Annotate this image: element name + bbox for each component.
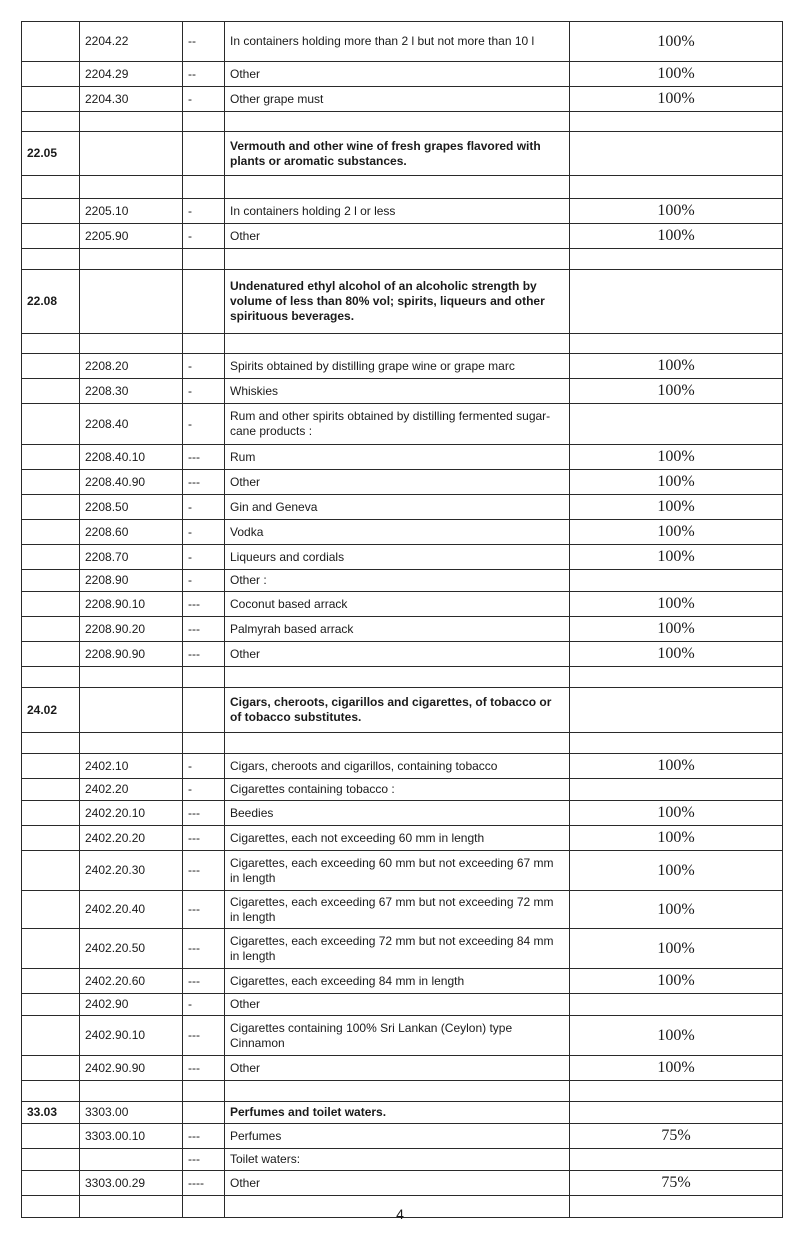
code-cell: 2402.90 bbox=[80, 994, 183, 1016]
rate-cell bbox=[570, 733, 783, 754]
heading-row bbox=[22, 270, 783, 334]
code-cell bbox=[80, 688, 183, 733]
table-row bbox=[22, 379, 783, 404]
heading-cell: 22.05 bbox=[22, 132, 80, 176]
table-row bbox=[22, 62, 783, 87]
description-cell bbox=[225, 112, 570, 132]
dash-cell bbox=[183, 334, 225, 354]
rate-cell: 100% bbox=[570, 891, 783, 929]
code-cell: 2204.29 bbox=[80, 62, 183, 87]
rate-cell: 100% bbox=[570, 801, 783, 826]
table-row bbox=[22, 994, 783, 1016]
description-cell: Vermouth and other wine of fresh grapes flavored with plants or aromatic substances. bbox=[225, 132, 570, 176]
code-cell bbox=[80, 132, 183, 176]
heading-cell bbox=[22, 826, 80, 851]
dash-cell: - bbox=[183, 224, 225, 249]
heading-cell bbox=[22, 592, 80, 617]
dash-cell: -- bbox=[183, 62, 225, 87]
description-cell: Cigarettes, each exceeding 67 mm but not exceeding 72 mm in length bbox=[225, 891, 570, 929]
code-cell bbox=[80, 176, 183, 199]
dash-cell: --- bbox=[183, 826, 225, 851]
code-cell: 2208.40.90 bbox=[80, 470, 183, 495]
rate-cell: 100% bbox=[570, 826, 783, 851]
description-cell: Cigarettes containing tobacco : bbox=[225, 779, 570, 801]
dash-cell bbox=[183, 249, 225, 270]
code-cell: 2208.70 bbox=[80, 545, 183, 570]
dash-cell bbox=[183, 733, 225, 754]
table-row bbox=[22, 779, 783, 801]
description-cell bbox=[225, 176, 570, 199]
table-row bbox=[22, 545, 783, 570]
code-cell: 2402.20.20 bbox=[80, 826, 183, 851]
table-row bbox=[22, 1124, 783, 1149]
tariff-body bbox=[22, 22, 783, 1218]
description-cell: Toilet waters: bbox=[225, 1149, 570, 1171]
rate-cell bbox=[570, 667, 783, 688]
dash-cell: --- bbox=[183, 929, 225, 969]
description-cell: Other bbox=[225, 994, 570, 1016]
dash-cell: - bbox=[183, 520, 225, 545]
rate-cell: 100% bbox=[570, 224, 783, 249]
heading-cell bbox=[22, 891, 80, 929]
rate-cell: 100% bbox=[570, 642, 783, 667]
table-row bbox=[22, 520, 783, 545]
table-row bbox=[22, 1056, 783, 1081]
rate-cell bbox=[570, 132, 783, 176]
description-cell: Other bbox=[225, 1171, 570, 1196]
rate-cell bbox=[570, 1149, 783, 1171]
dash-cell: - bbox=[183, 404, 225, 445]
dash-cell: --- bbox=[183, 969, 225, 994]
dash-cell bbox=[183, 132, 225, 176]
code-cell: 2208.90.90 bbox=[80, 642, 183, 667]
dash-cell: --- bbox=[183, 445, 225, 470]
spacer-row bbox=[22, 667, 783, 688]
spacer-row bbox=[22, 1081, 783, 1102]
description-cell: Whiskies bbox=[225, 379, 570, 404]
dash-cell: - bbox=[183, 754, 225, 779]
description-cell: Vodka bbox=[225, 520, 570, 545]
heading-cell bbox=[22, 1124, 80, 1149]
code-cell: 2402.10 bbox=[80, 754, 183, 779]
description-cell: Other bbox=[225, 224, 570, 249]
dash-cell: --- bbox=[183, 851, 225, 891]
rate-cell bbox=[570, 270, 783, 334]
description-cell: Palmyrah based arrack bbox=[225, 617, 570, 642]
code-cell: 2204.30 bbox=[80, 87, 183, 112]
description-cell: Cigars, cheroots, cigarillos and cigarettes, of tobacco or of tobacco substitutes. bbox=[225, 688, 570, 733]
heading-row bbox=[22, 688, 783, 733]
rate-cell: 100% bbox=[570, 354, 783, 379]
description-cell: Coconut based arrack bbox=[225, 592, 570, 617]
table-row bbox=[22, 470, 783, 495]
description-cell: Other bbox=[225, 62, 570, 87]
code-cell bbox=[80, 270, 183, 334]
description-cell: Other bbox=[225, 642, 570, 667]
heading-cell bbox=[22, 112, 80, 132]
dash-cell: --- bbox=[183, 1056, 225, 1081]
heading-cell bbox=[22, 754, 80, 779]
table-row bbox=[22, 891, 783, 929]
dash-cell: --- bbox=[183, 801, 225, 826]
rate-cell: 100% bbox=[570, 1056, 783, 1081]
table-row bbox=[22, 1149, 783, 1171]
heading-cell bbox=[22, 851, 80, 891]
description-cell: Gin and Geneva bbox=[225, 495, 570, 520]
rate-cell: 100% bbox=[570, 617, 783, 642]
rate-cell bbox=[570, 1081, 783, 1102]
code-cell: 3303.00.29 bbox=[80, 1171, 183, 1196]
code-cell: 2208.60 bbox=[80, 520, 183, 545]
dash-cell bbox=[183, 667, 225, 688]
description-cell: Perfumes bbox=[225, 1124, 570, 1149]
code-cell: 2208.90.20 bbox=[80, 617, 183, 642]
rate-cell: 100% bbox=[570, 62, 783, 87]
code-cell: 2402.20.50 bbox=[80, 929, 183, 969]
code-cell bbox=[80, 1081, 183, 1102]
dash-cell: --- bbox=[183, 592, 225, 617]
heading-cell bbox=[22, 87, 80, 112]
description-cell: Liqueurs and cordials bbox=[225, 545, 570, 570]
table-row bbox=[22, 826, 783, 851]
spacer-row bbox=[22, 733, 783, 754]
dash-cell: --- bbox=[183, 642, 225, 667]
heading-cell bbox=[22, 801, 80, 826]
code-cell: 2205.90 bbox=[80, 224, 183, 249]
spacer-row bbox=[22, 176, 783, 199]
table-row bbox=[22, 617, 783, 642]
table-row bbox=[22, 354, 783, 379]
rate-cell: 100% bbox=[570, 754, 783, 779]
dash-cell bbox=[183, 688, 225, 733]
rate-cell bbox=[570, 1102, 783, 1124]
description-cell bbox=[225, 667, 570, 688]
heading-cell: 24.02 bbox=[22, 688, 80, 733]
dash-cell: - bbox=[183, 199, 225, 224]
code-cell: 2402.90.10 bbox=[80, 1016, 183, 1056]
rate-cell: 100% bbox=[570, 969, 783, 994]
table-row bbox=[22, 445, 783, 470]
heading-cell bbox=[22, 994, 80, 1016]
rate-cell: 100% bbox=[570, 495, 783, 520]
code-cell bbox=[80, 667, 183, 688]
rate-cell bbox=[570, 176, 783, 199]
rate-cell: 100% bbox=[570, 520, 783, 545]
code-cell: 2208.90 bbox=[80, 570, 183, 592]
rate-cell bbox=[570, 994, 783, 1016]
description-cell: Undenatured ethyl alcohol of an alcoholic strength by volume of less than 80% vol; spirits, liqueurs and other spirituous beverages. bbox=[225, 270, 570, 334]
heading-cell bbox=[22, 249, 80, 270]
description-cell: Cigarettes containing 100% Sri Lankan (Ceylon) type Cinnamon bbox=[225, 1016, 570, 1056]
table-row bbox=[22, 1102, 783, 1124]
heading-cell: 33.03 bbox=[22, 1102, 80, 1124]
code-cell: 2208.30 bbox=[80, 379, 183, 404]
code-cell: 2208.20 bbox=[80, 354, 183, 379]
heading-cell bbox=[22, 176, 80, 199]
table-row bbox=[22, 404, 783, 445]
table-row bbox=[22, 929, 783, 969]
dash-cell: - bbox=[183, 495, 225, 520]
spacer-row bbox=[22, 249, 783, 270]
rate-cell: 100% bbox=[570, 445, 783, 470]
heading-cell bbox=[22, 520, 80, 545]
code-cell: 2402.20.30 bbox=[80, 851, 183, 891]
description-cell: Cigars, cheroots and cigarillos, containing tobacco bbox=[225, 754, 570, 779]
code-cell: 2208.40.10 bbox=[80, 445, 183, 470]
table-row bbox=[22, 754, 783, 779]
dash-cell bbox=[183, 270, 225, 334]
dash-cell: - bbox=[183, 545, 225, 570]
description-cell bbox=[225, 733, 570, 754]
dash-cell: --- bbox=[183, 1124, 225, 1149]
table-row bbox=[22, 22, 783, 62]
rate-cell bbox=[570, 404, 783, 445]
code-cell bbox=[80, 112, 183, 132]
rate-cell: 100% bbox=[570, 470, 783, 495]
description-cell: Cigarettes, each exceeding 72 mm but not exceeding 84 mm in length bbox=[225, 929, 570, 969]
description-cell: Beedies bbox=[225, 801, 570, 826]
heading-cell bbox=[22, 1081, 80, 1102]
heading-cell bbox=[22, 22, 80, 62]
dash-cell: - bbox=[183, 779, 225, 801]
dash-cell: - bbox=[183, 570, 225, 592]
code-cell: 2402.20.60 bbox=[80, 969, 183, 994]
table-row bbox=[22, 801, 783, 826]
dash-cell bbox=[183, 1102, 225, 1124]
page-number: 4 bbox=[396, 1206, 404, 1222]
table-row bbox=[22, 642, 783, 667]
rate-cell: 100% bbox=[570, 87, 783, 112]
table-row bbox=[22, 851, 783, 891]
dash-cell: --- bbox=[183, 1016, 225, 1056]
description-cell: Rum and other spirits obtained by distilling fermented sugar-cane products : bbox=[225, 404, 570, 445]
code-cell: 3303.00 bbox=[80, 1102, 183, 1124]
table-row bbox=[22, 969, 783, 994]
heading-cell bbox=[22, 445, 80, 470]
heading-row bbox=[22, 132, 783, 176]
dash-cell bbox=[183, 1081, 225, 1102]
heading-cell bbox=[22, 570, 80, 592]
rate-cell: 75% bbox=[570, 1124, 783, 1149]
table-row bbox=[22, 199, 783, 224]
description-cell bbox=[225, 334, 570, 354]
heading-cell bbox=[22, 642, 80, 667]
heading-cell bbox=[22, 1016, 80, 1056]
description-cell bbox=[225, 249, 570, 270]
heading-cell bbox=[22, 929, 80, 969]
dash-cell: ---- bbox=[183, 1171, 225, 1196]
heading-cell bbox=[22, 1149, 80, 1171]
description-cell bbox=[225, 1081, 570, 1102]
rate-cell bbox=[570, 249, 783, 270]
rate-cell bbox=[570, 112, 783, 132]
heading-cell bbox=[22, 354, 80, 379]
code-cell: 2402.20.10 bbox=[80, 801, 183, 826]
rate-cell bbox=[570, 688, 783, 733]
heading-cell bbox=[22, 733, 80, 754]
rate-cell bbox=[570, 334, 783, 354]
table-row bbox=[22, 570, 783, 592]
code-cell: 2402.20 bbox=[80, 779, 183, 801]
rate-cell: 75% bbox=[570, 1171, 783, 1196]
table-row bbox=[22, 495, 783, 520]
code-cell bbox=[80, 733, 183, 754]
code-cell: 2208.90.10 bbox=[80, 592, 183, 617]
table-row bbox=[22, 1171, 783, 1196]
description-cell: Cigarettes, each exceeding 60 mm but not exceeding 67 mm in length bbox=[225, 851, 570, 891]
dash-cell: --- bbox=[183, 1149, 225, 1171]
code-cell: 3303.00.10 bbox=[80, 1124, 183, 1149]
code-cell: 2402.20.40 bbox=[80, 891, 183, 929]
description-cell: Cigarettes, each not exceeding 60 mm in length bbox=[225, 826, 570, 851]
rate-cell: 100% bbox=[570, 545, 783, 570]
heading-cell bbox=[22, 199, 80, 224]
description-cell: Other bbox=[225, 1056, 570, 1081]
rate-cell: 100% bbox=[570, 929, 783, 969]
description-cell: Other grape must bbox=[225, 87, 570, 112]
rate-cell: 100% bbox=[570, 851, 783, 891]
heading-cell bbox=[22, 62, 80, 87]
code-cell bbox=[80, 334, 183, 354]
heading-cell bbox=[22, 495, 80, 520]
heading-cell bbox=[22, 334, 80, 354]
code-cell: 2204.22 bbox=[80, 22, 183, 62]
description-cell: In containers holding more than 2 l but not more than 10 l bbox=[225, 22, 570, 62]
code-cell: 2208.40 bbox=[80, 404, 183, 445]
dash-cell: - bbox=[183, 994, 225, 1016]
heading-cell bbox=[22, 545, 80, 570]
rate-cell: 100% bbox=[570, 379, 783, 404]
rate-cell bbox=[570, 779, 783, 801]
code-cell bbox=[80, 249, 183, 270]
code-cell bbox=[80, 1149, 183, 1171]
spacer-row bbox=[22, 112, 783, 132]
description-cell: Perfumes and toilet waters. bbox=[225, 1102, 570, 1124]
heading-cell bbox=[22, 969, 80, 994]
heading-cell: 22.08 bbox=[22, 270, 80, 334]
heading-cell bbox=[22, 379, 80, 404]
tariff-table bbox=[21, 21, 783, 1218]
heading-cell bbox=[22, 470, 80, 495]
dash-cell: - bbox=[183, 354, 225, 379]
code-cell: 2205.10 bbox=[80, 199, 183, 224]
rate-cell: 100% bbox=[570, 1016, 783, 1056]
dash-cell: --- bbox=[183, 470, 225, 495]
heading-cell bbox=[22, 404, 80, 445]
spacer-row bbox=[22, 334, 783, 354]
heading-cell bbox=[22, 1171, 80, 1196]
rate-cell: 100% bbox=[570, 22, 783, 62]
description-cell: Cigarettes, each exceeding 84 mm in length bbox=[225, 969, 570, 994]
heading-cell bbox=[22, 779, 80, 801]
description-cell: Other : bbox=[225, 570, 570, 592]
table-row bbox=[22, 87, 783, 112]
code-cell: 2402.90.90 bbox=[80, 1056, 183, 1081]
dash-cell: -- bbox=[183, 22, 225, 62]
dash-cell bbox=[183, 112, 225, 132]
heading-cell bbox=[22, 1056, 80, 1081]
heading-cell bbox=[22, 617, 80, 642]
dash-cell bbox=[183, 176, 225, 199]
rate-cell: 100% bbox=[570, 592, 783, 617]
dash-cell: - bbox=[183, 87, 225, 112]
dash-cell: --- bbox=[183, 891, 225, 929]
code-cell: 2208.50 bbox=[80, 495, 183, 520]
rate-cell: 100% bbox=[570, 199, 783, 224]
description-cell: Spirits obtained by distilling grape wine or grape marc bbox=[225, 354, 570, 379]
table-row bbox=[22, 1016, 783, 1056]
description-cell: Rum bbox=[225, 445, 570, 470]
rate-cell bbox=[570, 570, 783, 592]
description-cell: Other bbox=[225, 470, 570, 495]
table-row bbox=[22, 592, 783, 617]
description-cell: In containers holding 2 l or less bbox=[225, 199, 570, 224]
table-row bbox=[22, 224, 783, 249]
heading-cell bbox=[22, 667, 80, 688]
dash-cell: - bbox=[183, 379, 225, 404]
heading-cell bbox=[22, 224, 80, 249]
dash-cell: --- bbox=[183, 617, 225, 642]
